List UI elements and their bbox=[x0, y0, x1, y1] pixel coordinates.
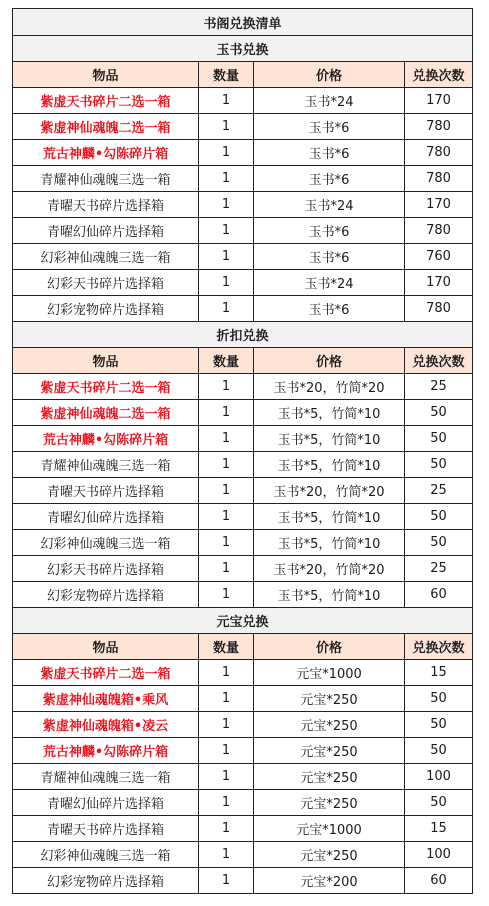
item-name: 荒古神麟•勾陈碎片箱 bbox=[13, 738, 199, 764]
item-qty: 1 bbox=[199, 504, 254, 530]
item-count: 170 bbox=[405, 88, 473, 114]
item-name: 荒古神麟•勾陈碎片箱 bbox=[13, 140, 199, 166]
item-price: 元宝*250 bbox=[254, 790, 405, 816]
item-count: 25 bbox=[405, 478, 473, 504]
item-count: 15 bbox=[405, 660, 473, 686]
header-row bbox=[13, 348, 473, 374]
item-price: 元宝*200 bbox=[254, 868, 405, 894]
item-qty: 1 bbox=[199, 88, 254, 114]
section-title: 折扣兑换 bbox=[13, 322, 473, 348]
table-row bbox=[13, 816, 473, 842]
table-row bbox=[13, 712, 473, 738]
item-name: 青曜幻仙碎片选择箱 bbox=[13, 504, 199, 530]
item-price: 玉书*5，竹简*10 bbox=[254, 530, 405, 556]
item-count: 100 bbox=[405, 842, 473, 868]
item-price: 元宝*1000 bbox=[254, 660, 405, 686]
item-name: 青耀神仙魂魄三选一箱 bbox=[13, 166, 199, 192]
item-count: 50 bbox=[405, 504, 473, 530]
header-item: 物品 bbox=[13, 348, 199, 374]
item-price: 玉书*6 bbox=[254, 296, 405, 322]
table-row bbox=[13, 764, 473, 790]
item-count: 50 bbox=[405, 712, 473, 738]
header-row bbox=[13, 634, 473, 660]
item-price: 元宝*250 bbox=[254, 764, 405, 790]
item-count: 780 bbox=[405, 166, 473, 192]
item-qty: 1 bbox=[199, 530, 254, 556]
item-name: 幻彩宠物碎片选择箱 bbox=[13, 868, 199, 894]
item-price: 元宝*1000 bbox=[254, 816, 405, 842]
table-row bbox=[13, 504, 473, 530]
table-row bbox=[13, 452, 473, 478]
item-count: 780 bbox=[405, 114, 473, 140]
header-item: 物品 bbox=[13, 62, 199, 88]
item-price: 玉书*5，竹简*10 bbox=[254, 400, 405, 426]
item-name: 青曜天书碎片选择箱 bbox=[13, 816, 199, 842]
item-name: 青曜天书碎片选择箱 bbox=[13, 192, 199, 218]
item-price: 玉书*5，竹简*10 bbox=[254, 452, 405, 478]
item-qty: 1 bbox=[199, 166, 254, 192]
header-count: 兑换次数 bbox=[405, 634, 473, 660]
header-count: 兑换次数 bbox=[405, 348, 473, 374]
table-row bbox=[13, 530, 473, 556]
header-qty: 数量 bbox=[199, 62, 254, 88]
item-qty: 1 bbox=[199, 712, 254, 738]
item-qty: 1 bbox=[199, 114, 254, 140]
item-price: 元宝*250 bbox=[254, 712, 405, 738]
item-name: 紫虚神仙魂魄二选一箱 bbox=[13, 400, 199, 426]
item-qty: 1 bbox=[199, 452, 254, 478]
item-price: 玉书*5，竹简*10 bbox=[254, 426, 405, 452]
item-count: 15 bbox=[405, 816, 473, 842]
table-row bbox=[13, 738, 473, 764]
table-row bbox=[13, 426, 473, 452]
header-qty: 数量 bbox=[199, 348, 254, 374]
item-qty: 1 bbox=[199, 244, 254, 270]
header-price: 价格 bbox=[254, 62, 405, 88]
item-count: 170 bbox=[405, 270, 473, 296]
item-price: 玉书*6 bbox=[254, 218, 405, 244]
item-price: 玉书*6 bbox=[254, 140, 405, 166]
item-count: 780 bbox=[405, 296, 473, 322]
item-count: 50 bbox=[405, 790, 473, 816]
item-qty: 1 bbox=[199, 426, 254, 452]
item-name: 荒古神麟•勾陈碎片箱 bbox=[13, 426, 199, 452]
item-count: 760 bbox=[405, 244, 473, 270]
header-row bbox=[13, 62, 473, 88]
section-title: 玉书兑换 bbox=[13, 36, 473, 62]
item-qty: 1 bbox=[199, 400, 254, 426]
header-qty: 数量 bbox=[199, 634, 254, 660]
table-title: 书阁兑换清单 bbox=[13, 9, 473, 36]
section-row bbox=[13, 608, 473, 634]
table-row bbox=[13, 88, 473, 114]
item-qty: 1 bbox=[199, 764, 254, 790]
item-price: 玉书*5，竹简*10 bbox=[254, 504, 405, 530]
item-qty: 1 bbox=[199, 868, 254, 894]
table-row bbox=[13, 296, 473, 322]
item-qty: 1 bbox=[199, 582, 254, 608]
item-count: 50 bbox=[405, 686, 473, 712]
section-title: 元宝兑换 bbox=[13, 608, 473, 634]
table-row bbox=[13, 140, 473, 166]
item-name: 幻彩神仙魂魄三选一箱 bbox=[13, 530, 199, 556]
item-count: 50 bbox=[405, 530, 473, 556]
item-qty: 1 bbox=[199, 686, 254, 712]
table-row bbox=[13, 660, 473, 686]
table-row bbox=[13, 166, 473, 192]
item-price: 元宝*250 bbox=[254, 738, 405, 764]
item-name: 青曜天书碎片选择箱 bbox=[13, 478, 199, 504]
table-row bbox=[13, 270, 473, 296]
item-name: 紫虚天书碎片二选一箱 bbox=[13, 660, 199, 686]
exchange-list bbox=[12, 8, 472, 894]
item-price: 玉书*24 bbox=[254, 192, 405, 218]
item-name: 紫虚神仙魂魄箱•凌云 bbox=[13, 712, 199, 738]
item-price: 玉书*20，竹简*20 bbox=[254, 478, 405, 504]
item-name: 幻彩天书碎片选择箱 bbox=[13, 270, 199, 296]
item-name: 幻彩宠物碎片选择箱 bbox=[13, 582, 199, 608]
table-row bbox=[13, 582, 473, 608]
exchange-table bbox=[12, 8, 473, 894]
item-name: 紫虚神仙魂魄二选一箱 bbox=[13, 114, 199, 140]
item-count: 50 bbox=[405, 400, 473, 426]
item-name: 紫虚天书碎片二选一箱 bbox=[13, 374, 199, 400]
item-name: 幻彩宠物碎片选择箱 bbox=[13, 296, 199, 322]
title-row bbox=[13, 9, 473, 36]
item-name: 青曜幻仙碎片选择箱 bbox=[13, 218, 199, 244]
item-name: 幻彩神仙魂魄三选一箱 bbox=[13, 244, 199, 270]
item-qty: 1 bbox=[199, 738, 254, 764]
section-row bbox=[13, 322, 473, 348]
item-price: 元宝*250 bbox=[254, 842, 405, 868]
header-price: 价格 bbox=[254, 634, 405, 660]
item-name: 青耀神仙魂魄三选一箱 bbox=[13, 764, 199, 790]
table-row bbox=[13, 842, 473, 868]
table-row bbox=[13, 400, 473, 426]
item-price: 玉书*20，竹简*20 bbox=[254, 556, 405, 582]
item-count: 100 bbox=[405, 764, 473, 790]
table-row bbox=[13, 686, 473, 712]
table-row bbox=[13, 868, 473, 894]
item-name: 幻彩天书碎片选择箱 bbox=[13, 556, 199, 582]
section-row bbox=[13, 36, 473, 62]
item-price: 玉书*24 bbox=[254, 270, 405, 296]
header-price: 价格 bbox=[254, 348, 405, 374]
item-price: 玉书*5，竹简*10 bbox=[254, 582, 405, 608]
table-row bbox=[13, 192, 473, 218]
item-count: 50 bbox=[405, 452, 473, 478]
item-name: 紫虚天书碎片二选一箱 bbox=[13, 88, 199, 114]
item-qty: 1 bbox=[199, 842, 254, 868]
table-row bbox=[13, 374, 473, 400]
item-qty: 1 bbox=[199, 556, 254, 582]
table-row bbox=[13, 244, 473, 270]
item-qty: 1 bbox=[199, 660, 254, 686]
table-row bbox=[13, 114, 473, 140]
item-price: 玉书*6 bbox=[254, 166, 405, 192]
item-count: 60 bbox=[405, 582, 473, 608]
item-price: 玉书*6 bbox=[254, 114, 405, 140]
table-row bbox=[13, 478, 473, 504]
item-count: 780 bbox=[405, 140, 473, 166]
item-count: 50 bbox=[405, 738, 473, 764]
item-qty: 1 bbox=[199, 192, 254, 218]
item-qty: 1 bbox=[199, 218, 254, 244]
exchange-table-body bbox=[13, 9, 473, 894]
header-item: 物品 bbox=[13, 634, 199, 660]
item-count: 25 bbox=[405, 556, 473, 582]
item-qty: 1 bbox=[199, 374, 254, 400]
item-price: 玉书*6 bbox=[254, 244, 405, 270]
item-qty: 1 bbox=[199, 296, 254, 322]
table-row bbox=[13, 556, 473, 582]
item-count: 60 bbox=[405, 868, 473, 894]
item-count: 170 bbox=[405, 192, 473, 218]
item-price: 玉书*20，竹简*20 bbox=[254, 374, 405, 400]
item-qty: 1 bbox=[199, 816, 254, 842]
item-price: 元宝*250 bbox=[254, 686, 405, 712]
item-name: 青耀神仙魂魄三选一箱 bbox=[13, 452, 199, 478]
item-qty: 1 bbox=[199, 790, 254, 816]
table-row bbox=[13, 790, 473, 816]
item-name: 青曜幻仙碎片选择箱 bbox=[13, 790, 199, 816]
item-count: 50 bbox=[405, 426, 473, 452]
item-count: 25 bbox=[405, 374, 473, 400]
item-qty: 1 bbox=[199, 478, 254, 504]
item-price: 玉书*24 bbox=[254, 88, 405, 114]
item-qty: 1 bbox=[199, 270, 254, 296]
item-name: 紫虚神仙魂魄箱•乘风 bbox=[13, 686, 199, 712]
item-qty: 1 bbox=[199, 140, 254, 166]
item-count: 780 bbox=[405, 218, 473, 244]
item-name: 幻彩神仙魂魄三选一箱 bbox=[13, 842, 199, 868]
table-row bbox=[13, 218, 473, 244]
header-count: 兑换次数 bbox=[405, 62, 473, 88]
